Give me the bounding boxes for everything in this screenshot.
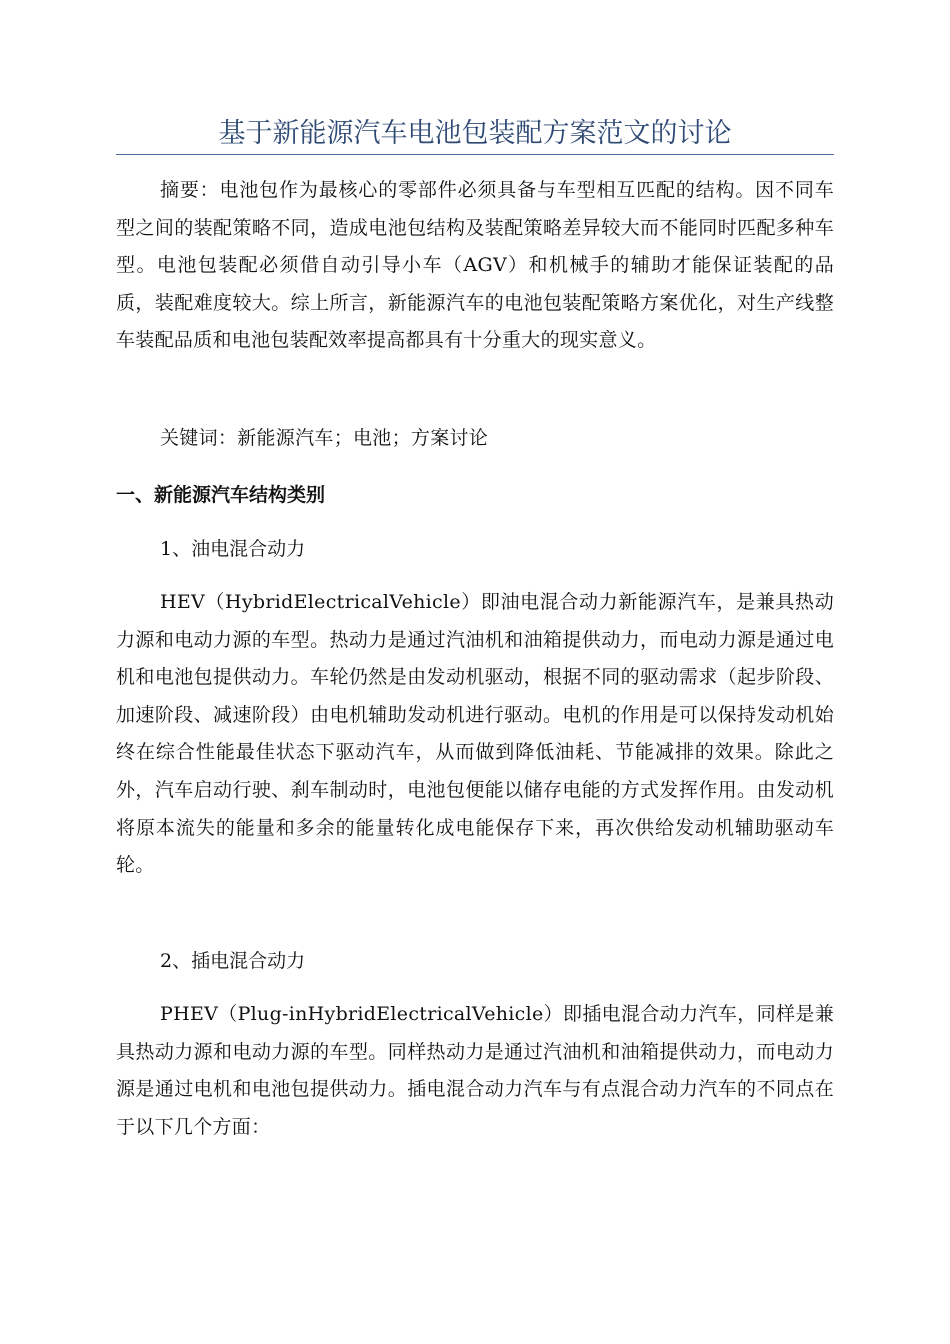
hev-paragraph: HEV（HybridElectricalVehicle）即油电混合动力新能源汽车，是兼具热动力源和电动力源的车型。热动力是通过汽油机和油箱提供动力，而电动力源是通过电机和电池包提供动力。车轮仍然是由发动机驱动，根据不同的驱动需求（起步阶段、加速阶段、减速阶段）由电机辅助发动机进行驱动。电机的作用是可以保持发动机始终在综合性能最佳状态下驱动汽车，从而做到降低油耗、节能减排的效果。除此之外，汽车启动行驶、刹车制动时，电池包便能以储存电能的方式发挥作用。由发动机将原本流失的能量和多余的能量转化成电能保存下来，再次供给发动机辅助驱动车轮。 xyxy=(116,591,834,877)
abstract-paragraph: 摘要：电池包作为最核心的零部件必须具备与车型相互匹配的结构。因不同车型之间的装配策略不同，造成电池包结构及装配策略差异较大而不能同时匹配多种车型。电池包装配必须借自动引导小车（AGV）和机械手的辅助才能保证装配的品质，装配难度较大。综上所言，新能源汽车的电池包装配策略方案优化，对生产线整车装配品质和电池包装配效率提高都具有十分重大的现实意义。 xyxy=(116,179,834,352)
phev-paragraph: PHEV（Plug-inHybridElectricalVehicle）即插电混合动力汽车，同样是兼具热动力源和电动力源的车型。同样热动力是通过汽油机和油箱提供动力，而电动力源是通过电机和电池包提供动力。插电混合动力汽车与有点混合动力汽车的不同点在于以下几个方面： xyxy=(116,1003,834,1138)
document-title: 基于新能源汽车电池包装配方案范文的讨论 xyxy=(218,118,732,149)
title-underline xyxy=(116,154,834,155)
subsection-heading-hev: 1、油电混合动力 xyxy=(160,538,306,560)
keywords-line: 关键词：新能源汽车；电池；方案讨论 xyxy=(160,427,489,449)
subsection-heading-phev: 2、插电混合动力 xyxy=(160,950,306,972)
section-heading-structure-types: 一、新能源汽车结构类别 xyxy=(116,484,326,506)
